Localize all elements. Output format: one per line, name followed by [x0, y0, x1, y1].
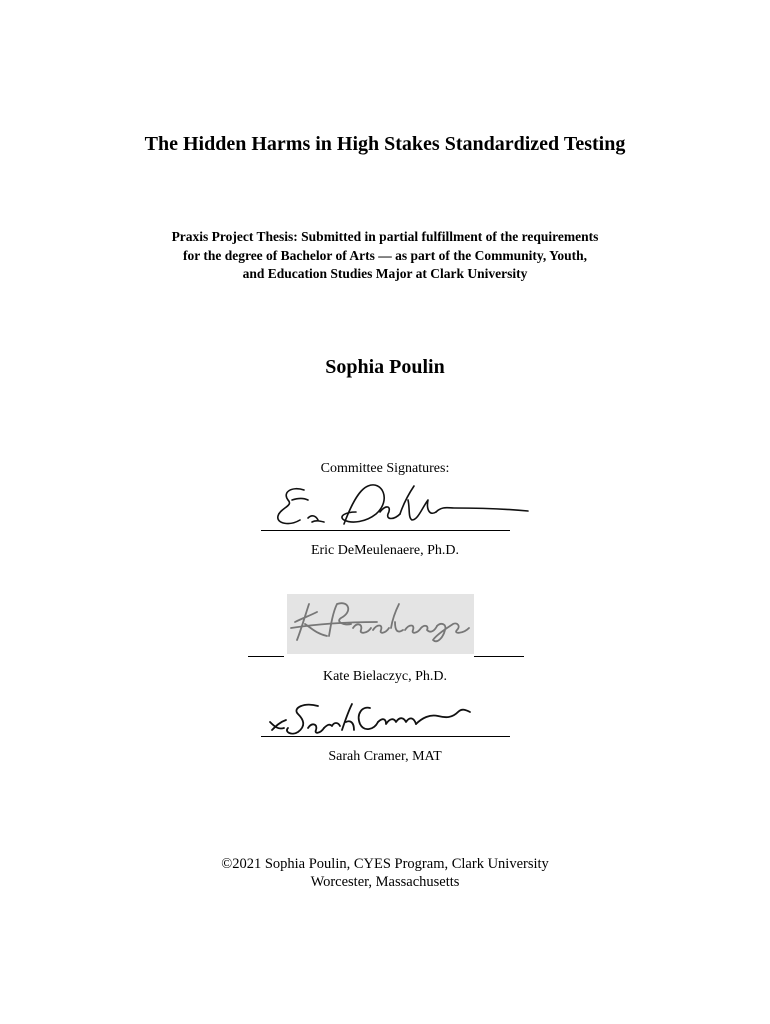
signature-kate-bielaczyc [287, 594, 474, 654]
signature-line-1 [261, 530, 510, 531]
signatory-name-2: Kate Bielaczyc, Ph.D. [322, 669, 447, 684]
copyright-line: ©2021 Sophia Poulin, CYES Program, Clark University [221, 856, 549, 872]
signature-eric-demeulenaere [272, 478, 532, 534]
thesis-description-line-2: for the degree of Bachelor of Arts — as part of the Community, Youth, [182, 247, 588, 263]
signature-line-3 [261, 736, 510, 737]
thesis-description-line-3: and Education Studies Major at Clark University [242, 266, 528, 281]
signatory-name-3: Sarah Cramer, MAT [328, 749, 442, 764]
signature-line-2-right [474, 656, 524, 657]
copyright-footer [0, 855, 770, 891]
author-name: Sophia Poulin [325, 356, 445, 378]
signature-sarah-cramer [262, 700, 474, 740]
committee-signatures-label: Committee Signatures: [320, 461, 450, 476]
document-title: The Hidden Harms in High Stakes Standardized Testing [144, 133, 626, 155]
thesis-description-line-1: Praxis Project Thesis: Submitted in partial fulfillment of the requirements [171, 229, 599, 244]
signatory-name-1: Eric DeMeulenaere, Ph.D. [310, 543, 460, 558]
location-line: Worcester, Massachusetts [310, 874, 460, 890]
signature-line-2-left [248, 656, 284, 657]
thesis-description [0, 228, 770, 284]
